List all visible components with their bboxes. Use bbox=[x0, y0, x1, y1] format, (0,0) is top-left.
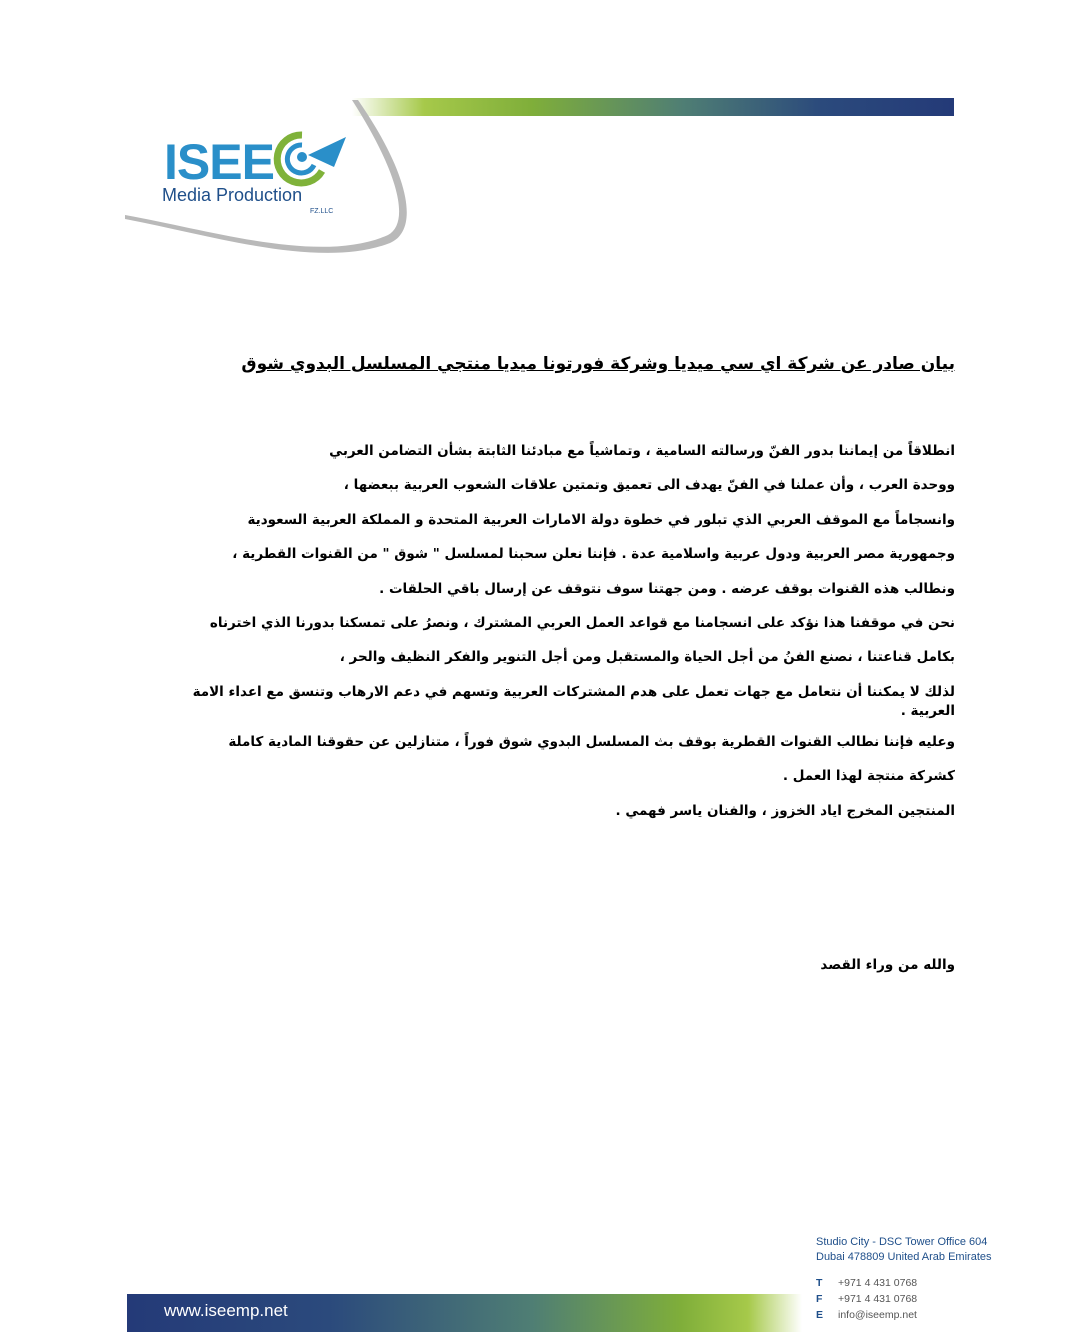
fax-row bbox=[816, 1291, 917, 1307]
paragraph: ونطالب هذه القنوات بوقف عرضه . ومن جهتنا سوف نتوقف عن إرسال باقي الحلقات . bbox=[379, 580, 955, 597]
paragraph: المنتجين المخرج اياد الخزوز ، والفنان ياسر فهمي . bbox=[615, 802, 955, 819]
paragraph: نحن في موقفنا هذا نؤكد على انسجامنا مع قواعد العمل العربي المشترك ، ونصرُ على تمسكنا بدورنا الذي اخترناه bbox=[209, 614, 955, 631]
email-address[interactable]: info@iseemp.net bbox=[838, 1309, 917, 1321]
statement-body bbox=[160, 442, 955, 836]
email-row bbox=[816, 1307, 917, 1323]
paragraph: ووحدة العرب ، وأن عملنا في الفنّ يهدف الى تعميق وتمتين علاقات الشعوب العربية ببعضها ، bbox=[343, 477, 955, 494]
logo-eye-icon bbox=[272, 129, 352, 189]
paragraph: انطلاقاً من إيماننا بدور الفنّ ورسالته السامية ، وتماشياً مع مبادئنا الثابتة بشأن التضامن العربي bbox=[329, 443, 955, 459]
statement-title: بيان صادر عن شركة اي سي ميديا وشركة فورتونا ميديا منتجي المسلسل البدوي شوق bbox=[241, 354, 955, 374]
logo-wordmark: ISEE bbox=[164, 134, 274, 190]
fax-label: F bbox=[816, 1293, 823, 1305]
footer-contacts bbox=[816, 1275, 917, 1323]
paragraph: وعليه فإننا نطالب القنوات القطرية بوقف بث المسلسل البدوي شوق فوراً ، متنازلين عن حقوقنا المادية كاملة bbox=[228, 733, 955, 750]
footer-address bbox=[816, 1235, 992, 1265]
paragraph: وانسجاماً مع الموقف العربي الذي تبلور في خطوة دولة الامارات العربية المتحدة و المملكة العربية السعودية bbox=[247, 511, 955, 528]
logo-suffix: FZ.LLC bbox=[310, 208, 334, 215]
phone-number: +971 4 431 0768 bbox=[838, 1277, 918, 1289]
address-line: Dubai 478809 United Arab Emirates bbox=[816, 1251, 992, 1263]
phone-row bbox=[816, 1275, 917, 1291]
statement-closing: والله من وراء القصد bbox=[820, 957, 955, 973]
address-line: Studio City - DSC Tower Office 604 bbox=[816, 1236, 988, 1248]
paragraph: لذلك لا يمكننا أن نتعامل مع جهات تعمل على هدم المشتركات العربية وتسهم في دعم الارهاب وتنسق مع اعداء الامة العربية . bbox=[192, 683, 955, 719]
paragraph: وجمهورية مصر العربية ودول عربية واسلامية عدة . فإننا نعلن سحبنا لمسلسل " شوق " من القنوات القطرية ، bbox=[232, 546, 955, 563]
email-label: E bbox=[816, 1309, 824, 1321]
fax-number: +971 4 431 0768 bbox=[838, 1293, 918, 1305]
paragraph: كشركة منتجة لهذا العمل . bbox=[782, 768, 955, 785]
company-logo bbox=[120, 95, 420, 255]
phone-label: T bbox=[816, 1277, 823, 1289]
footer-gradient-bar bbox=[127, 1294, 802, 1332]
logo-subtitle: Media Production bbox=[162, 185, 303, 205]
header-gradient-bar bbox=[352, 98, 954, 116]
website-link[interactable]: www.iseemp.net bbox=[164, 1301, 288, 1320]
paragraph: بكامل قناعتنا ، نصنع الفنُ من أجل الحياة والمستقبل ومن أجل التنوير والفكر النظيف والحر ، bbox=[339, 649, 955, 666]
